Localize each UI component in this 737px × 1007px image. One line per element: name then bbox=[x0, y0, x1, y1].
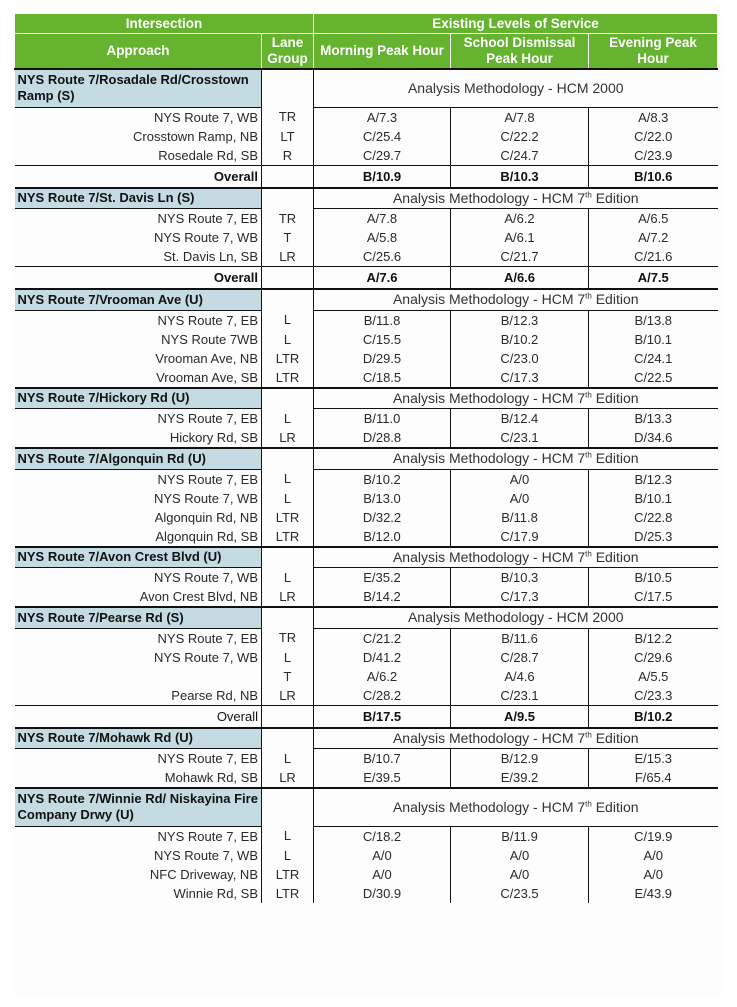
intersection-header-row bbox=[15, 547, 718, 568]
intersection-name: NYS Route 7/Hickory Rd (U) bbox=[15, 388, 262, 409]
morning-los: B/11.8 bbox=[314, 310, 451, 330]
overall-school-los: B/10.3 bbox=[451, 165, 589, 188]
evening-los: C/21.6 bbox=[634, 249, 673, 264]
approach-row bbox=[15, 349, 718, 368]
morning-los: D/32.2 bbox=[314, 508, 451, 527]
lane-group: LT bbox=[262, 127, 314, 146]
evening-los: B/12.3 bbox=[634, 471, 673, 487]
school-los: B/12.9 bbox=[451, 749, 589, 769]
analysis-methodology bbox=[314, 289, 718, 310]
approach-name: St. Davis Ln, SB bbox=[15, 247, 262, 267]
school-los: C/17.3 bbox=[451, 368, 589, 388]
school-los: C/24.7 bbox=[451, 146, 589, 166]
lane-group: LR bbox=[262, 247, 314, 267]
school-los: C/23.5 bbox=[451, 884, 589, 903]
school-los: E/39.2 bbox=[451, 768, 589, 788]
approach-row bbox=[15, 368, 718, 388]
lane-group: L bbox=[262, 409, 314, 429]
school-los: A/6.1 bbox=[451, 228, 589, 247]
intersection-header-row bbox=[15, 69, 718, 107]
intersection-name: NYS Route 7/Mohawk Rd (U) bbox=[15, 728, 262, 749]
approach-name: NFC Driveway, NB bbox=[15, 865, 262, 884]
approach-row bbox=[15, 527, 718, 547]
intersection-name: NYS Route 7/Vrooman Ave (U) bbox=[15, 289, 262, 310]
morning-los: C/15.5 bbox=[314, 330, 451, 349]
evening-los: D/34.6 bbox=[634, 430, 673, 445]
intersection-name: NYS Route 7/Algonquin Rd (U) bbox=[15, 448, 262, 469]
evening-los: A/7.2 bbox=[638, 230, 669, 245]
lane-group: L bbox=[262, 489, 314, 508]
approach-row bbox=[15, 749, 718, 769]
evening-los: B/10.5 bbox=[634, 570, 673, 585]
approach-name: NYS Route 7, WB bbox=[15, 228, 262, 247]
approach-name: NYS Route 7WB bbox=[15, 330, 262, 349]
school-los: A/7.8 bbox=[451, 107, 589, 127]
intersection-header: Intersection bbox=[15, 14, 314, 34]
evening-los: A/5.5 bbox=[638, 668, 669, 684]
morning-los: C/25.6 bbox=[314, 247, 451, 267]
evening-los: C/24.1 bbox=[634, 350, 673, 366]
overall-label: Overall bbox=[15, 165, 262, 188]
school-los: A/4.6 bbox=[451, 667, 589, 686]
lane-group: L bbox=[262, 846, 314, 865]
approach-row bbox=[15, 428, 718, 448]
evening-los: E/15.3 bbox=[634, 751, 673, 766]
school-los: B/11.8 bbox=[451, 508, 589, 527]
evening-los: A/8.3 bbox=[638, 109, 669, 125]
approach-row bbox=[15, 648, 718, 667]
intersection-header-row bbox=[15, 728, 718, 749]
school-los: A/0 bbox=[451, 846, 589, 865]
methodology-superscript: th bbox=[585, 799, 592, 809]
morning-los: A/5.8 bbox=[314, 228, 451, 247]
methodology-suffix: Edition bbox=[591, 798, 639, 815]
methodology-text: Analysis Methodology - HCM 7 bbox=[392, 548, 586, 565]
level-of-service-table bbox=[14, 13, 718, 903]
lane-group: TR bbox=[262, 107, 314, 127]
evening-peak-header: Evening Peak Hour bbox=[589, 34, 718, 70]
overall-lane-blank bbox=[262, 705, 314, 728]
lane-group-blank bbox=[262, 728, 314, 749]
school-los: B/12.3 bbox=[451, 310, 589, 330]
evening-los: C/17.5 bbox=[634, 589, 673, 604]
morning-los: C/25.4 bbox=[314, 127, 451, 146]
overall-label: Overall bbox=[15, 705, 262, 728]
school-los: C/23.0 bbox=[451, 349, 589, 368]
school-los: A/0 bbox=[451, 865, 589, 884]
evening-los: E/43.9 bbox=[634, 885, 673, 901]
methodology-superscript: th bbox=[585, 549, 592, 559]
evening-los: C/23.3 bbox=[634, 687, 673, 703]
morning-los: E/35.2 bbox=[314, 568, 451, 588]
methodology-suffix: Edition bbox=[591, 389, 639, 406]
lane-group: LTR bbox=[262, 508, 314, 527]
lane-group: L bbox=[262, 648, 314, 667]
approach-name: NYS Route 7, EB bbox=[15, 209, 262, 229]
lane-group: L bbox=[262, 749, 314, 769]
lane-group: TR bbox=[262, 209, 314, 229]
intersection-name: NYS Route 7/Avon Crest Blvd (U) bbox=[15, 547, 262, 568]
approach-name: NYS Route 7, WB bbox=[15, 568, 262, 588]
approach-row bbox=[15, 628, 718, 648]
morning-los: B/10.7 bbox=[314, 749, 451, 769]
approach-name: NYS Route 7, WB bbox=[15, 107, 262, 127]
intersection-header-row bbox=[15, 289, 718, 310]
intersection-name: NYS Route 7/Pearse Rd (S) bbox=[15, 607, 262, 628]
lane-group: LR bbox=[262, 768, 314, 788]
overall-label: Overall bbox=[15, 267, 262, 290]
approach-row bbox=[15, 686, 718, 706]
morning-los: B/12.0 bbox=[314, 527, 451, 547]
approach-row bbox=[15, 330, 718, 349]
approach-row bbox=[15, 884, 718, 903]
approach-row bbox=[15, 667, 718, 686]
methodology-suffix: Edition bbox=[591, 291, 639, 308]
approach-row bbox=[15, 846, 718, 865]
approach-name: Algonquin Rd, NB bbox=[15, 508, 262, 527]
overall-evening-los: B/10.6 bbox=[589, 165, 718, 188]
approach-row bbox=[15, 826, 718, 846]
morning-los: B/14.2 bbox=[314, 587, 451, 607]
approach-name: NYS Route 7, EB bbox=[15, 826, 262, 846]
school-los: C/17.3 bbox=[451, 587, 589, 607]
analysis-methodology bbox=[314, 728, 718, 749]
approach-name: NYS Route 7, EB bbox=[15, 310, 262, 330]
approach-row bbox=[15, 409, 718, 429]
methodology-text: Analysis Methodology - HCM 7 bbox=[392, 189, 586, 206]
morning-los: A/7.3 bbox=[314, 107, 451, 127]
overall-lane-blank bbox=[262, 267, 314, 290]
evening-los: B/10.1 bbox=[634, 490, 673, 506]
intersection-name: NYS Route 7/Rosadale Rd/Crosstown Ramp (S) bbox=[15, 69, 262, 107]
methodology-suffix: Edition bbox=[591, 729, 639, 746]
methodology-suffix: Edition bbox=[591, 450, 639, 467]
morning-los: B/11.0 bbox=[314, 409, 451, 429]
analysis-methodology bbox=[314, 788, 718, 826]
methodology-suffix: Edition bbox=[591, 189, 639, 206]
school-los: B/12.4 bbox=[451, 409, 589, 429]
school-los: C/17.9 bbox=[451, 527, 589, 547]
lane-group: L bbox=[262, 330, 314, 349]
intersection-name: NYS Route 7/St. Davis Ln (S) bbox=[15, 188, 262, 209]
intersection-header-row bbox=[15, 388, 718, 409]
school-los: A/0 bbox=[451, 469, 589, 489]
methodology-suffix: Edition bbox=[591, 548, 639, 565]
approach-name: NYS Route 7, EB bbox=[15, 469, 262, 489]
morning-los: C/21.2 bbox=[314, 628, 451, 648]
evening-los: C/23.9 bbox=[634, 147, 673, 163]
approach-name: NYS Route 7, WB bbox=[15, 648, 262, 667]
evening-los: A/6.5 bbox=[638, 211, 669, 226]
evening-los: D/25.3 bbox=[634, 528, 673, 544]
approach-row bbox=[15, 508, 718, 527]
approach-name: Mohawk Rd, SB bbox=[15, 768, 262, 788]
intersection-rows bbox=[15, 69, 718, 903]
lane-group: LTR bbox=[262, 368, 314, 388]
lane-group: LTR bbox=[262, 527, 314, 547]
overall-lane-blank bbox=[262, 165, 314, 188]
lane-group-blank bbox=[262, 607, 314, 628]
overall-row bbox=[15, 705, 718, 728]
intersection-header-row bbox=[15, 788, 718, 826]
approach-name: NYS Route 7, WB bbox=[15, 489, 262, 508]
approach-name: NYS Route 7, EB bbox=[15, 628, 262, 648]
overall-evening-los: B/10.2 bbox=[589, 705, 718, 728]
lane-group-blank bbox=[262, 188, 314, 209]
evening-los: A/0 bbox=[643, 847, 663, 863]
lane-group: TR bbox=[262, 628, 314, 648]
lane-group-blank bbox=[262, 69, 314, 107]
evening-los: B/13.3 bbox=[634, 411, 673, 426]
methodology-text: Analysis Methodology - HCM 7 bbox=[392, 450, 586, 467]
lane-group-blank bbox=[262, 289, 314, 310]
lane-group: LTR bbox=[262, 349, 314, 368]
overall-row bbox=[15, 165, 718, 188]
school-los: B/10.3 bbox=[451, 568, 589, 588]
school-los: B/11.6 bbox=[451, 628, 589, 648]
intersection-header-row bbox=[15, 607, 718, 628]
morning-los: D/28.8 bbox=[314, 428, 451, 448]
approach-header: Approach bbox=[15, 34, 262, 70]
intersection-header-row bbox=[15, 448, 718, 469]
approach-row bbox=[15, 247, 718, 267]
school-los: A/6.2 bbox=[451, 209, 589, 229]
methodology-superscript: th bbox=[585, 190, 592, 200]
methodology-text: Analysis Methodology - HCM 7 bbox=[392, 389, 586, 406]
approach-name: NYS Route 7, EB bbox=[15, 749, 262, 769]
approach-name: Vrooman Ave, SB bbox=[15, 368, 262, 388]
evening-los: C/29.6 bbox=[634, 649, 673, 665]
overall-morning-los: B/17.5 bbox=[314, 705, 451, 728]
morning-los: D/30.9 bbox=[314, 884, 451, 903]
approach-name: Rosedale Rd, SB bbox=[15, 146, 262, 166]
analysis-methodology bbox=[314, 188, 718, 209]
approach-row bbox=[15, 228, 718, 247]
analysis-methodology: Analysis Methodology - HCM 2000 bbox=[314, 607, 718, 628]
methodology-text: Analysis Methodology - HCM 7 bbox=[392, 291, 586, 308]
approach-row bbox=[15, 310, 718, 330]
lane-group: LR bbox=[262, 428, 314, 448]
evening-los: B/12.2 bbox=[634, 630, 673, 646]
morning-los: C/28.2 bbox=[314, 686, 451, 706]
lane-group: T bbox=[262, 667, 314, 686]
morning-los: C/18.2 bbox=[314, 826, 451, 846]
approach-row bbox=[15, 587, 718, 607]
school-los: C/23.1 bbox=[451, 428, 589, 448]
methodology-text: Analysis Methodology - HCM 7 bbox=[392, 798, 586, 815]
methodology-superscript: th bbox=[585, 291, 592, 301]
approach-row bbox=[15, 768, 718, 788]
approach-name bbox=[15, 667, 262, 686]
overall-morning-los: B/10.9 bbox=[314, 165, 451, 188]
existing-los-header: Existing Levels of Service bbox=[314, 14, 718, 34]
analysis-methodology bbox=[314, 388, 718, 409]
analysis-methodology: Analysis Methodology - HCM 2000 bbox=[314, 69, 718, 107]
evening-los: C/19.9 bbox=[634, 828, 673, 844]
lane-group: LR bbox=[262, 587, 314, 607]
school-los: B/11.9 bbox=[451, 826, 589, 846]
approach-name: Winnie Rd, SB bbox=[15, 884, 262, 903]
approach-row bbox=[15, 865, 718, 884]
morning-peak-header: Morning Peak Hour bbox=[314, 34, 451, 70]
evening-los: C/22.8 bbox=[634, 509, 673, 525]
overall-school-los: A/6.6 bbox=[451, 267, 589, 290]
lane-group-header: Lane Group bbox=[262, 34, 314, 70]
approach-row bbox=[15, 209, 718, 229]
evening-los: B/10.1 bbox=[634, 331, 673, 347]
evening-los: A/0 bbox=[643, 866, 663, 882]
overall-row bbox=[15, 267, 718, 290]
lane-group-blank bbox=[262, 388, 314, 409]
approach-row bbox=[15, 146, 718, 166]
approach-row bbox=[15, 568, 718, 588]
approach-name: Avon Crest Blvd, NB bbox=[15, 587, 262, 607]
analysis-methodology bbox=[314, 448, 718, 469]
approach-name: Hickory Rd, SB bbox=[15, 428, 262, 448]
approach-row bbox=[15, 469, 718, 489]
lane-group: L bbox=[262, 469, 314, 489]
approach-name: Pearse Rd, NB bbox=[15, 686, 262, 706]
methodology-text: Analysis Methodology - HCM 7 bbox=[392, 729, 586, 746]
morning-los: E/39.5 bbox=[314, 768, 451, 788]
lane-group-blank bbox=[262, 448, 314, 469]
approach-name: Algonquin Rd, SB bbox=[15, 527, 262, 547]
morning-los: D/29.5 bbox=[314, 349, 451, 368]
school-los: A/0 bbox=[451, 489, 589, 508]
intersection-header-row bbox=[15, 188, 718, 209]
morning-los: C/18.5 bbox=[314, 368, 451, 388]
school-los: B/10.2 bbox=[451, 330, 589, 349]
school-los: C/28.7 bbox=[451, 648, 589, 667]
morning-los: C/29.7 bbox=[314, 146, 451, 166]
analysis-methodology bbox=[314, 547, 718, 568]
methodology-superscript: th bbox=[585, 450, 592, 460]
approach-name: Crosstown Ramp, NB bbox=[15, 127, 262, 146]
school-los: C/21.7 bbox=[451, 247, 589, 267]
lane-group: L bbox=[262, 310, 314, 330]
approach-name: NYS Route 7, EB bbox=[15, 409, 262, 429]
approach-row bbox=[15, 127, 718, 146]
approach-name: NYS Route 7, WB bbox=[15, 846, 262, 865]
los-table-container bbox=[14, 13, 723, 996]
lane-group: L bbox=[262, 568, 314, 588]
school-dismissal-peak-header: School Dismissal Peak Hour bbox=[451, 34, 589, 70]
methodology-superscript: th bbox=[585, 730, 592, 740]
evening-los: C/22.5 bbox=[634, 369, 673, 385]
school-los: C/22.2 bbox=[451, 127, 589, 146]
overall-evening-los: A/7.5 bbox=[589, 267, 718, 290]
school-los: C/23.1 bbox=[451, 686, 589, 706]
overall-school-los: A/9.5 bbox=[451, 705, 589, 728]
overall-morning-los: A/7.6 bbox=[314, 267, 451, 290]
lane-group: LTR bbox=[262, 865, 314, 884]
evening-los: F/65.4 bbox=[634, 770, 672, 785]
evening-los: B/13.8 bbox=[634, 312, 673, 328]
approach-name: Vrooman Ave, NB bbox=[15, 349, 262, 368]
lane-group: L bbox=[262, 826, 314, 846]
methodology-superscript: th bbox=[585, 390, 592, 400]
morning-los: B/13.0 bbox=[314, 489, 451, 508]
approach-row bbox=[15, 107, 718, 127]
lane-group-blank bbox=[262, 547, 314, 568]
evening-los: C/22.0 bbox=[634, 128, 673, 144]
morning-los: D/41.2 bbox=[314, 648, 451, 667]
morning-los: A/7.8 bbox=[314, 209, 451, 229]
morning-los: A/0 bbox=[314, 846, 451, 865]
morning-los: B/10.2 bbox=[314, 469, 451, 489]
lane-group: T bbox=[262, 228, 314, 247]
lane-group-blank bbox=[262, 788, 314, 826]
lane-group: R bbox=[262, 146, 314, 166]
approach-row bbox=[15, 489, 718, 508]
intersection-name: NYS Route 7/Winnie Rd/ Niskayina Fire Company Drwy (U) bbox=[15, 788, 262, 826]
lane-group: LR bbox=[262, 686, 314, 706]
morning-los: A/6.2 bbox=[314, 667, 451, 686]
lane-group: LTR bbox=[262, 884, 314, 903]
morning-los: A/0 bbox=[314, 865, 451, 884]
